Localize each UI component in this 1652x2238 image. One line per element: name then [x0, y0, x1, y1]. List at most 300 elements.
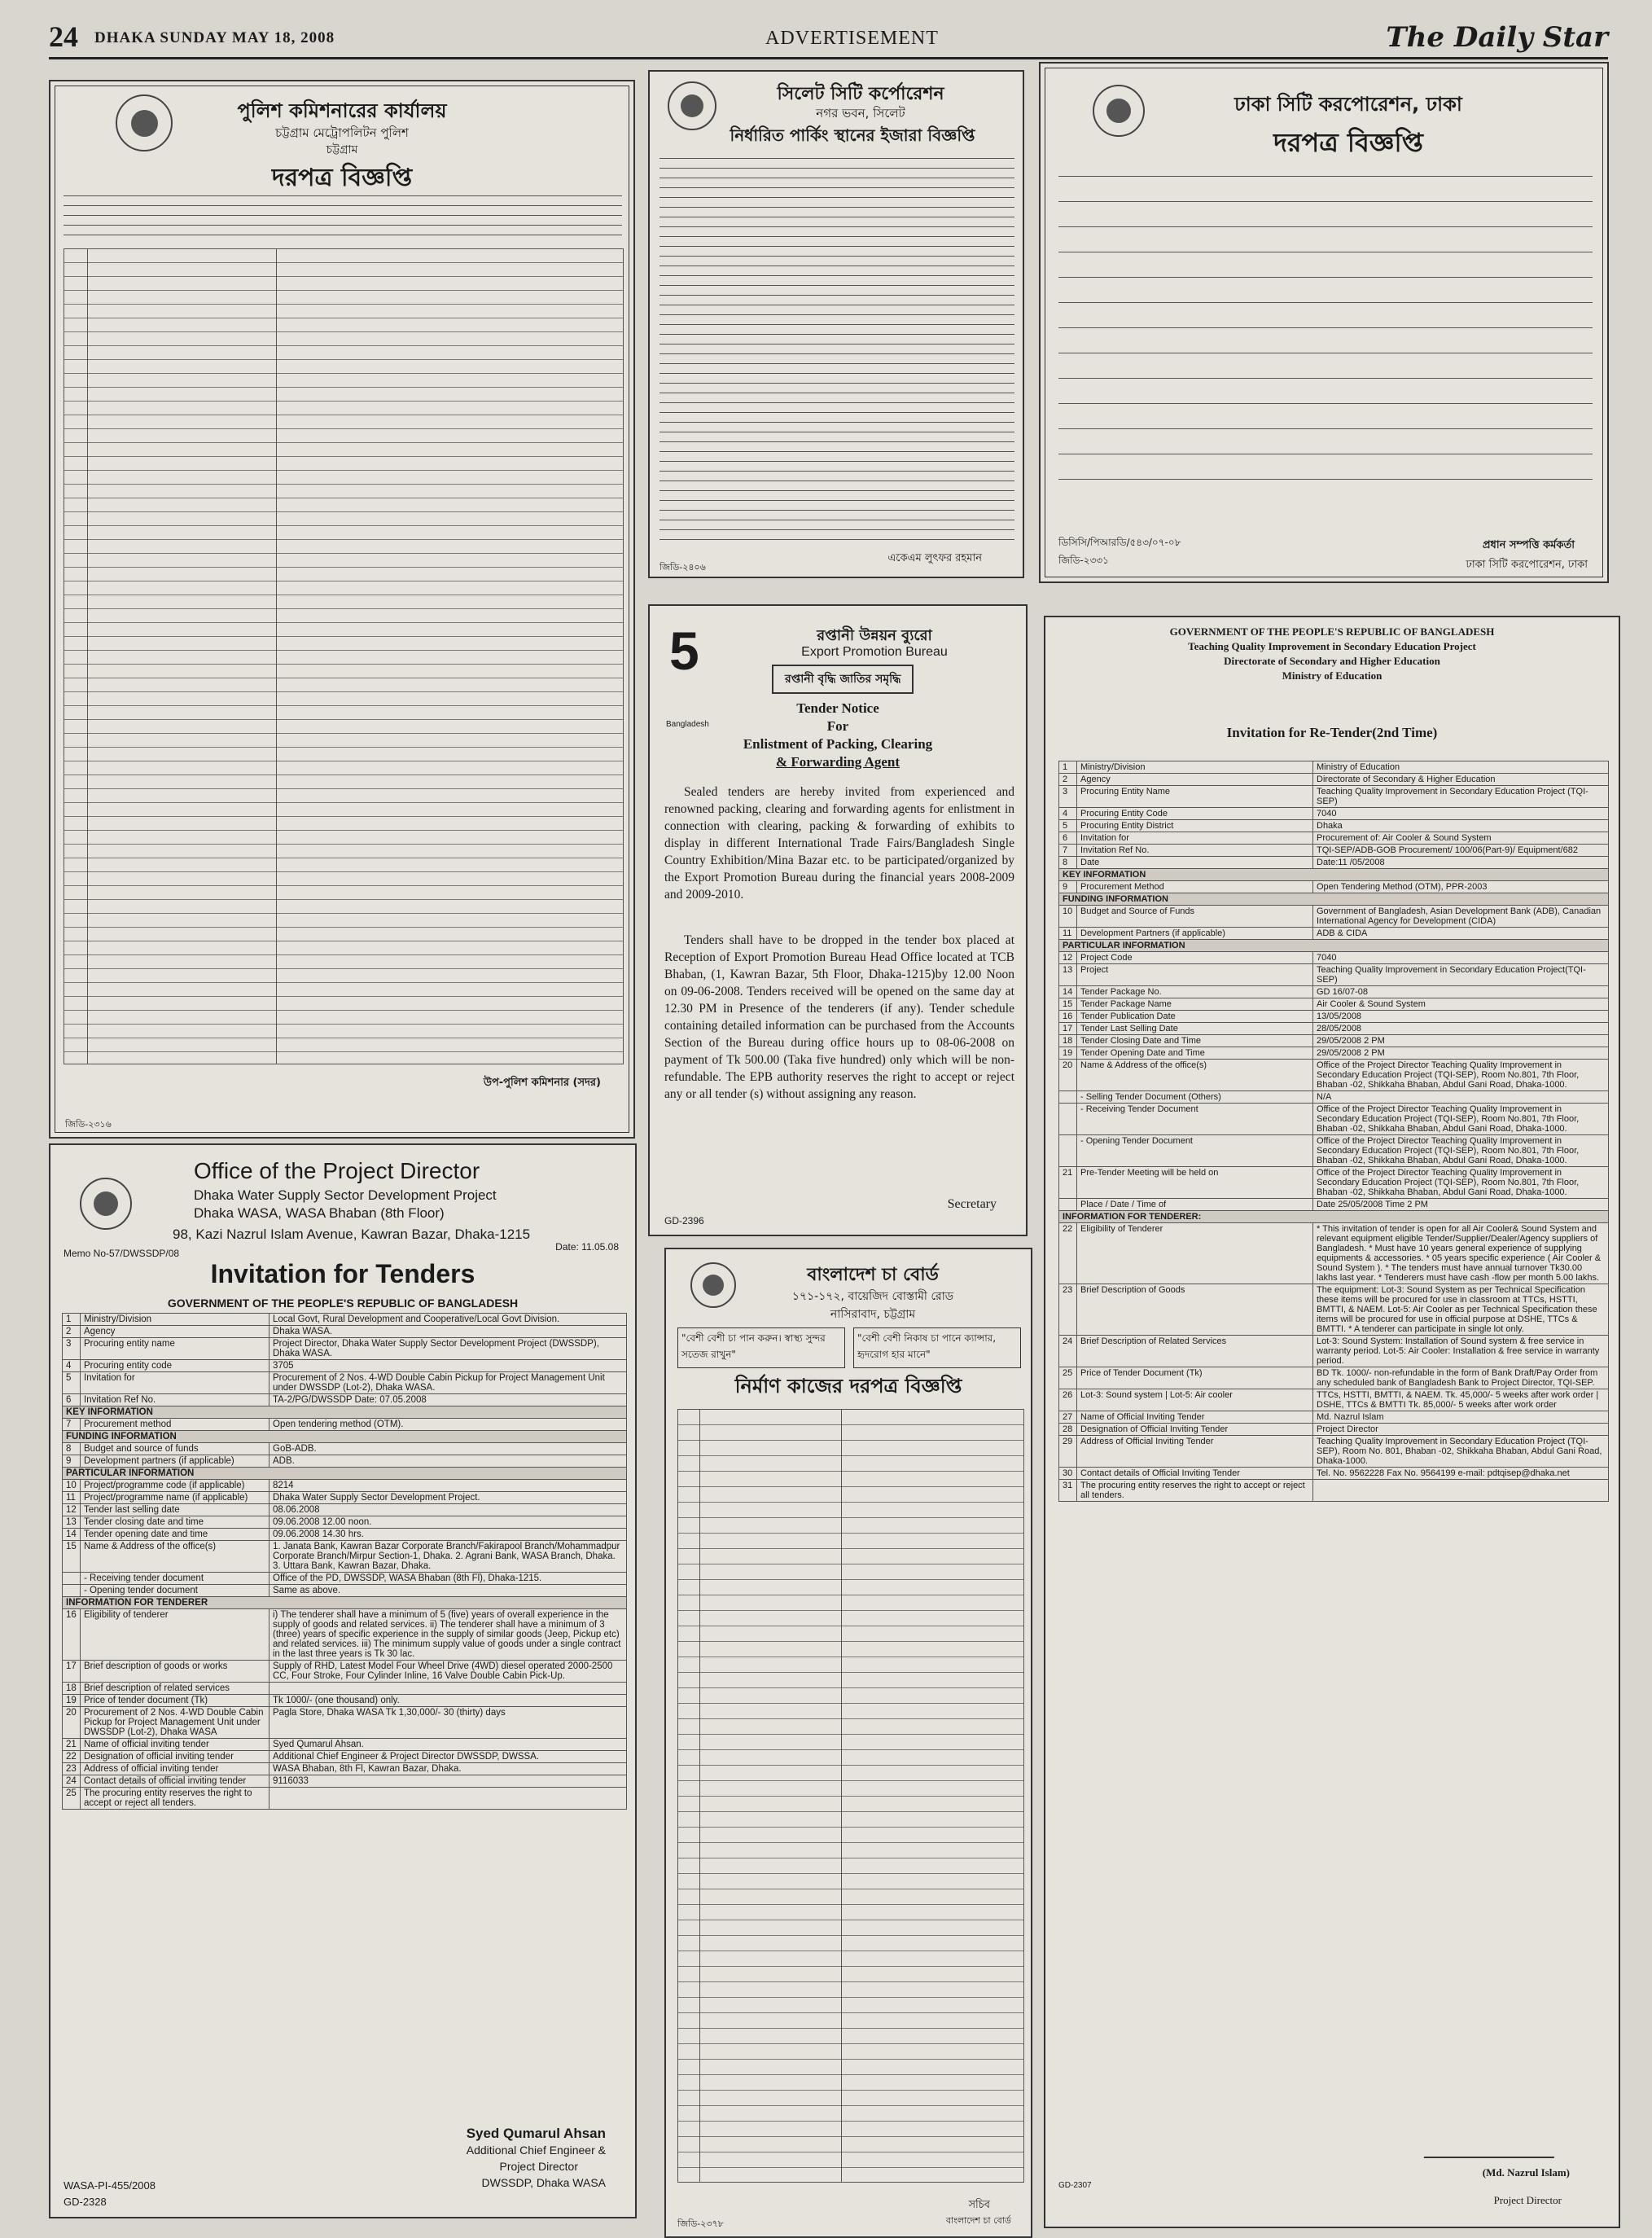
row-label: Procuring entity code	[81, 1360, 269, 1372]
row-number: 4	[63, 1360, 81, 1372]
row-label: Brief description of goods or works	[81, 1661, 269, 1683]
row-value: Ministry of Education	[1313, 761, 1609, 774]
table-row	[63, 1695, 627, 1707]
row-value: Office of the Project Director Teaching Quality Improvement in Secondary Education Project (TQI-SEP), Room No.801, 7th Floor, Bhaban -02, Shikkaha Bhaban, Abdul Gani Road, Dhaka-1000.	[1313, 1135, 1609, 1167]
row-value: * This invitation of tender is open for all Air Cooler& Sound System and relevant equipment eligible Tender/Supplier/Dealer/Agency suppliers of Bangladesh. * Must have 10 years general experience of supplying equipments & accessories. * 05 years specific experience ( Air Cooler & Sound System ). * The tenders must have annual turnover Tk30.00 lakhs last year. * Tenderers must have cash -flow per month 5.00 lakhs.	[1313, 1223, 1609, 1284]
row-value	[1313, 1480, 1609, 1502]
table-row	[1059, 774, 1609, 786]
table-row	[1059, 1389, 1609, 1411]
table-row	[1059, 928, 1609, 940]
tea-table	[677, 1409, 1024, 2183]
table-row	[1059, 1060, 1609, 1091]
row-label: - Receiving tender document	[81, 1573, 269, 1585]
row-value: Local Govt, Rural Development and Cooperative/Local Govt Division.	[269, 1314, 627, 1326]
row-label: Place / Date / Time of	[1077, 1199, 1313, 1211]
row-label: Ministry/Division	[1077, 761, 1313, 774]
row-label: Development Partners (if applicable)	[1077, 928, 1313, 940]
row-value: Project Director, Dhaka Water Supply Sector Development Project (DWSSDP), Dhaka WASA.	[269, 1338, 627, 1360]
row-label: Invitation for	[81, 1372, 269, 1394]
wasa-line3: 98, Kazi Nazrul Islam Avenue, Kawran Bazar, Dhaka-1215	[173, 1227, 531, 1242]
row-label: Tender Opening Date and Time	[1077, 1047, 1313, 1060]
table-row	[63, 1541, 627, 1573]
row-label: Address of official inviting tender	[81, 1763, 269, 1775]
wasa-signer3: Project Director	[499, 2160, 578, 2173]
row-number: 20	[63, 1707, 81, 1739]
row-label: Pre-Tender Meeting will be held on	[1077, 1167, 1313, 1199]
row-label: Project	[1077, 964, 1313, 986]
row-label: Procuring Entity Name	[1077, 786, 1313, 808]
police-intro-text	[64, 195, 622, 244]
table-row	[1059, 906, 1609, 928]
table-row	[63, 1455, 627, 1468]
wasa-heading: Invitation for Tenders	[210, 1259, 475, 1288]
row-number: 23	[1059, 1284, 1077, 1336]
row-number: 3	[1059, 786, 1077, 808]
wasa-code: GD-2328	[64, 2196, 107, 2208]
row-number: 29	[1059, 1436, 1077, 1468]
police-sub1: চট্টগ্রাম মেট্রোপলিটন পুলিশ	[275, 125, 409, 140]
row-value: Teaching Quality Improvement in Secondary Education Project (TQI-SEP), Room No. 801, Bhaban -02, Shikkaha Bhaban, Abdul Gani Road, Dhaka-1000.	[1313, 1436, 1609, 1468]
table-row	[63, 1661, 627, 1683]
row-value: BD Tk. 1000/- non-refundable in the form of Bank Draft/Pay Order from any scheduled bank of Bangladesh Bank to Project Director, TQI-SEP.	[1313, 1367, 1609, 1389]
row-number	[1059, 1091, 1077, 1104]
row-label: Designation of Official Inviting Tender	[1077, 1424, 1313, 1436]
epb-logo: 5	[669, 621, 699, 681]
row-value: Teaching Quality Improvement in Secondary Education Project(TQI-SEP)	[1313, 964, 1609, 986]
row-label: - Opening Tender Document	[1077, 1135, 1313, 1167]
row-number: 11	[1059, 928, 1077, 940]
row-value: Syed Qumarul Ahsan.	[269, 1739, 627, 1751]
row-value: TTCs, HSTTI, BMTTI, & NAEM. Tk. 45,000/- 5 weeks after work order | DSHE, TTCs & BMTTI Tk. 85,000/- 5 weeks after work order	[1313, 1389, 1609, 1411]
dcc-ref: ডিসিসি/পিআরডি/৫৪৩/০৭-০৮	[1058, 537, 1181, 548]
row-label: Designation of official inviting tender	[81, 1751, 269, 1763]
tqisep-gov: GOVERNMENT OF THE PEOPLE'S REPUBLIC OF BANGLADESH	[1169, 625, 1495, 638]
table-row	[1059, 952, 1609, 964]
row-value: Supply of RHD, Latest Model Four Wheel Drive (4WD) diesel operated 2000-2500 CC, Four Stroke, Four Cylinder Inline, 16 Valve Double Cabin Pick-Up.	[269, 1661, 627, 1683]
police-title: দরপত্র বিজ্ঞপ্তি	[271, 164, 413, 192]
row-value: Dhaka WASA.	[269, 1326, 627, 1338]
table-row	[1059, 1284, 1609, 1336]
table-row	[63, 1480, 627, 1492]
epb-tender-ad	[648, 604, 1028, 1236]
row-label: Tender last selling date	[81, 1504, 269, 1516]
row-value: Md. Nazrul Islam	[1313, 1411, 1609, 1424]
epb-subject: Enlistment of Packing, Clearing	[743, 736, 933, 752]
row-label: Development partners (if applicable)	[81, 1455, 269, 1468]
row-value: 3705	[269, 1360, 627, 1372]
row-value: Procurement of: Air Cooler & Sound System	[1313, 832, 1609, 845]
wasa-sec-particular: PARTICULAR INFORMATION	[63, 1468, 627, 1480]
row-value: Directorate of Secondary & Higher Education	[1313, 774, 1609, 786]
table-row	[1059, 1199, 1609, 1211]
row-label: Address of Official Inviting Tender	[1077, 1436, 1313, 1468]
epb-slogan: রপ্তানী বৃদ্ধি জাতির সমৃদ্ধি	[772, 665, 914, 694]
row-value: Dhaka	[1313, 820, 1609, 832]
row-number: 7	[1059, 845, 1077, 857]
row-label: Tender Package Name	[1077, 998, 1313, 1011]
row-number: 26	[1059, 1389, 1077, 1411]
row-label: Tender Package No.	[1077, 986, 1313, 998]
row-value: 1. Janata Bank, Kawran Bazar Corporate Branch/Fakirapool Branch/Mohammadpur Corporate Branch/Mirpur Section-1, Dhaka. 2. Agrani Bank, WASA Branch, Dhaka. 3. Uttara Bank, Kawran Bazar, Dhaka.	[269, 1541, 627, 1573]
row-value: Teaching Quality Improvement in Secondary Education Project (TQI-SEP)	[1313, 786, 1609, 808]
row-number: 17	[63, 1661, 81, 1683]
row-number: 9	[1059, 881, 1077, 893]
row-label: Agency	[81, 1326, 269, 1338]
row-label: Price of Tender Document (Tk)	[1077, 1367, 1313, 1389]
table-row	[63, 1492, 627, 1504]
row-value: TA-2/PG/DWSSDP Date: 07.05.2008	[269, 1394, 627, 1406]
table-row	[63, 1788, 627, 1810]
row-value: Procurement of 2 Nos. 4-WD Double Cabin Pickup for Project Management Unit under DWSSDP (Lot-2), Dhaka WASA.	[269, 1372, 627, 1394]
row-number: 14	[63, 1529, 81, 1541]
dcc-tender-ad	[1039, 62, 1609, 583]
row-number: 12	[63, 1504, 81, 1516]
row-label: Invitation Ref No.	[1077, 845, 1313, 857]
row-number: 10	[63, 1480, 81, 1492]
row-value: 08.06.2008	[269, 1504, 627, 1516]
table-row	[63, 1516, 627, 1529]
row-label: Procurement method	[81, 1419, 269, 1431]
row-value: Office of the Project Director Teaching Quality Improvement in Secondary Education Project (TQI-SEP), Room No.801, 7th Floor, Bhaban -02, Shikkaha Bhaban, Abdul Gani Road, Dhaka-1000.	[1313, 1060, 1609, 1091]
row-number: 2	[63, 1326, 81, 1338]
row-number	[1059, 1199, 1077, 1211]
table-row	[63, 1529, 627, 1541]
dcc-signer2: ঢাকা সিটি করপোরেশন, ঢাকা	[1466, 559, 1588, 571]
epb-for: For	[826, 718, 849, 734]
row-number: 24	[63, 1775, 81, 1788]
row-value: Additional Chief Engineer & Project Director DWSSDP, DWSSA.	[269, 1751, 627, 1763]
row-value: 28/05/2008	[1313, 1023, 1609, 1035]
row-label: Eligibility of tenderer	[81, 1609, 269, 1661]
tqisep-sec-key: KEY INFORMATION	[1059, 869, 1609, 881]
row-number: 16	[63, 1609, 81, 1661]
tqisep-signer2: Project Director	[1493, 2194, 1562, 2206]
row-number: 18	[63, 1683, 81, 1695]
row-number: 7	[63, 1419, 81, 1431]
table-row	[1059, 808, 1609, 820]
row-label: Name of Official Inviting Tender	[1077, 1411, 1313, 1424]
table-row	[1059, 1035, 1609, 1047]
dcc-signer: প্রধান সম্পত্তি কর্মকর্তা	[1482, 539, 1575, 551]
table-row	[63, 1775, 627, 1788]
row-value: ADB & CIDA	[1313, 928, 1609, 940]
table-row	[63, 1360, 627, 1372]
row-number	[1059, 1135, 1077, 1167]
epb-subject2: & Forwarding Agent	[775, 754, 900, 770]
row-number: 21	[63, 1739, 81, 1751]
row-label: Tender Publication Date	[1077, 1011, 1313, 1023]
row-number: 12	[1059, 952, 1077, 964]
row-value: Air Cooler & Sound System	[1313, 998, 1609, 1011]
table-row	[63, 1683, 627, 1695]
tqisep-sec-funding: FUNDING INFORMATION	[1059, 893, 1609, 906]
row-value: Pagla Store, Dhaka WASA Tk 1,30,000/- 30 (thirty) days	[269, 1707, 627, 1739]
row-label: Procuring Entity District	[1077, 820, 1313, 832]
row-label: The procuring entity reserves the right to accept or reject all tenders.	[1077, 1480, 1313, 1502]
police-org: পুলিশ কমিশনারের কার্যালয়	[237, 99, 447, 122]
tqisep-signature-image	[1424, 2116, 1570, 2158]
police-sub2: চট্টগ্রাম	[326, 143, 358, 156]
row-number: 25	[63, 1788, 81, 1810]
wasa-tender-ad	[49, 1143, 637, 2218]
row-value: 8214	[269, 1480, 627, 1492]
table-row	[1059, 820, 1609, 832]
epb-paragraph-1: Sealed tenders are hereby invited from experienced and renowned packing, clearing and forwarding agents for enlistment in connection with clearing, packing & forwarding of exhibits to display in different International Trade Fairs/Bangladesh Single Country Exhibition/Mina Bazar etc. to be participated/organized by the Export Promotion Bureau during the financial years 2008-2009 and 2009-2010.	[664, 785, 1014, 902]
tea-signer2: বাংলাদেশ চা বোর্ড	[945, 2215, 1011, 2226]
row-value: Lot-3: Sound System: Installation of Sound system & free service in warranty period. Lot-5: Air Cooler: Installation & free service in warranty period.	[1313, 1336, 1609, 1367]
row-number: 24	[1059, 1336, 1077, 1367]
row-number: 1	[63, 1314, 81, 1326]
row-number: 21	[1059, 1167, 1077, 1199]
wasa-signer: Syed Qumarul Ahsan	[466, 2126, 606, 2141]
row-value: 7040	[1313, 808, 1609, 820]
row-value	[269, 1683, 627, 1695]
row-label: Project/programme code (if applicable)	[81, 1480, 269, 1492]
row-value: 29/05/2008 2 PM	[1313, 1035, 1609, 1047]
row-number: 19	[1059, 1047, 1077, 1060]
row-value: 09.06.2008 14.30 hrs.	[269, 1529, 627, 1541]
table-row	[63, 1394, 627, 1406]
sylhet-code: জিডি-২৪০৬	[659, 562, 706, 573]
table-row	[63, 1372, 627, 1394]
row-number: 20	[1059, 1060, 1077, 1091]
table-row	[63, 1707, 627, 1739]
table-row	[1059, 1336, 1609, 1367]
wasa-sec-funding: FUNDING INFORMATION	[63, 1431, 627, 1443]
row-number: 8	[1059, 857, 1077, 869]
tea-org: বাংলাদেশ চা বোর্ড	[807, 1265, 939, 1285]
table-row	[1059, 986, 1609, 998]
row-value: Date:11 /05/2008	[1313, 857, 1609, 869]
row-number	[63, 1585, 81, 1597]
wasa-line1: Dhaka Water Supply Sector Development Project	[194, 1187, 497, 1203]
row-value: Office of the PD, DWSSDP, WASA Bhaban (8th Fl), Dhaka-1215.	[269, 1573, 627, 1585]
row-label: Procuring Entity Code	[1077, 808, 1313, 820]
wasa-sec-key: KEY INFORMATION	[63, 1406, 627, 1419]
table-row	[1059, 1223, 1609, 1284]
date-line: DHAKA SUNDAY MAY 18, 2008	[94, 29, 335, 46]
wasa-sec-tenderer: INFORMATION FOR TENDERER	[63, 1597, 627, 1609]
row-label: - Opening tender document	[81, 1585, 269, 1597]
row-label: Procurement of 2 Nos. 4-WD Double Cabin Pickup for Project Management Unit under DWSSDP (Lot-2), Dhaka WASA	[81, 1707, 269, 1739]
sylhet-sub: নগর ভবন, সিলেট	[816, 106, 905, 121]
row-number: 25	[1059, 1367, 1077, 1389]
tea-signer: সচিব	[968, 2199, 990, 2211]
dcc-code: জিডি-২৩৩১	[1058, 555, 1109, 566]
table-row	[1059, 1104, 1609, 1135]
row-label: Project/programme name (if applicable)	[81, 1492, 269, 1504]
table-row	[1059, 845, 1609, 857]
tqisep-line1: Teaching Quality Improvement in Secondary Education Project	[1188, 640, 1476, 652]
row-label: Tender Closing Date and Time	[1077, 1035, 1313, 1047]
wasa-table	[62, 1313, 627, 1810]
tqisep-table	[1058, 761, 1609, 1502]
table-row	[1059, 1167, 1609, 1199]
row-value: 7040	[1313, 952, 1609, 964]
row-label: The procuring entity reserves the right to accept or reject all tenders.	[81, 1788, 269, 1810]
tea-slogan-1: "বেশী বেশী চা পান করুন। স্বাস্থ্য সুন্দর সতেজ রাখুন"	[677, 1327, 845, 1368]
row-number: 15	[1059, 998, 1077, 1011]
row-number: 31	[1059, 1480, 1077, 1502]
table-row	[63, 1609, 627, 1661]
table-row	[1059, 1424, 1609, 1436]
table-row	[1059, 857, 1609, 869]
row-number: 19	[63, 1695, 81, 1707]
wasa-signer2: Additional Chief Engineer &	[466, 2144, 606, 2157]
newspaper-header	[49, 20, 1608, 59]
tqisep-heading: Invitation for Re-Tender(2nd Time)	[1226, 725, 1438, 740]
row-number: 6	[63, 1394, 81, 1406]
row-number: 22	[1059, 1223, 1077, 1284]
row-label: Name of official inviting tender	[81, 1739, 269, 1751]
row-number: 30	[1059, 1468, 1077, 1480]
table-row	[1059, 998, 1609, 1011]
row-label: Eligibility of Tenderer	[1077, 1223, 1313, 1284]
row-value: 29/05/2008 2 PM	[1313, 1047, 1609, 1060]
row-value: Open Tendering Method (OTM), PPR-2003	[1313, 881, 1609, 893]
table-row	[1059, 1411, 1609, 1424]
row-value	[269, 1788, 627, 1810]
row-value: Date 25/05/2008 Time 2 PM	[1313, 1199, 1609, 1211]
row-value: GD 16/07-08	[1313, 986, 1609, 998]
row-number: 27	[1059, 1411, 1077, 1424]
row-number: 9	[63, 1455, 81, 1468]
row-number: 6	[1059, 832, 1077, 845]
page-number: 24	[49, 20, 78, 53]
table-row	[1059, 1023, 1609, 1035]
row-value: Government of Bangladesh, Asian Development Bank (ADB), Canadian International Agency for Development (CIDA)	[1313, 906, 1609, 928]
row-value: Dhaka Water Supply Sector Development Project.	[269, 1492, 627, 1504]
row-value: TQI-SEP/ADB-GOB Procurement/ 100/06(Part-9)/ Equipment/682	[1313, 845, 1609, 857]
wasa-gov: GOVERNMENT OF THE PEOPLE'S REPUBLIC OF BANGLADESH	[167, 1297, 519, 1310]
table-row	[63, 1585, 627, 1597]
wasa-title: Office of the Project Director	[194, 1158, 480, 1183]
row-label: Project Code	[1077, 952, 1313, 964]
epb-org-en: Export Promotion Bureau	[801, 645, 948, 659]
row-label: Budget and source of funds	[81, 1443, 269, 1455]
row-label: Lot-3: Sound system | Lot-5: Air cooler	[1077, 1389, 1313, 1411]
row-value: Office of the Project Director Teaching Quality Improvement in Secondary Education Project (TQI-SEP), Room No.801, 7th Floor, Bhaban -02, Shikkaha Bhaban, Abdul Gani Road, Dhaka-1000.	[1313, 1167, 1609, 1199]
row-label: Tender Last Selling Date	[1077, 1023, 1313, 1035]
wasa-ref: WASA-PI-455/2008	[64, 2179, 156, 2192]
row-value: GoB-ADB.	[269, 1443, 627, 1455]
row-value: The equipment: Lot-3: Sound System as per Technical Specification these items will be procured for use in classroom at TTCs, HSTTI, BMTTI, & NAEM. Lot-5: Air Cooler as per Technical Specification these items will be procured for use in official purpose at DSHE, TTCs & BMTTI. * A tenderer can participate in single lot only.	[1313, 1284, 1609, 1336]
row-value: Open tendering method (OTM).	[269, 1419, 627, 1431]
row-number: 23	[63, 1763, 81, 1775]
row-number: 17	[1059, 1023, 1077, 1035]
row-value: N/A	[1313, 1091, 1609, 1104]
row-value: ADB.	[269, 1455, 627, 1468]
row-value: Tel. No. 9562228 Fax No. 9564199 e-mail: pdtqisep@dhaka.net	[1313, 1468, 1609, 1480]
table-row	[1059, 1091, 1609, 1104]
tea-board-tender-ad	[664, 1248, 1032, 2238]
row-number: 14	[1059, 986, 1077, 998]
table-row	[1059, 881, 1609, 893]
epb-signer: Secretary	[947, 1197, 997, 1211]
row-number: 22	[63, 1751, 81, 1763]
police-tender-ad	[49, 80, 635, 1139]
row-label: Tender closing date and time	[81, 1516, 269, 1529]
row-label: Name & Address of the office(s)	[1077, 1060, 1313, 1091]
tea-code: জিডি-২৩৭৮	[677, 2218, 724, 2229]
tqisep-sec-tenderer: INFORMATION FOR TENDERER:	[1059, 1211, 1609, 1223]
sylhet-title: নির্ধারিত পার্কিং স্থানের ইজারা বিজ্ঞপ্তি	[730, 125, 975, 145]
wasa-memo: Memo No-57/DWSSDP/08	[64, 1248, 180, 1259]
row-number: 13	[1059, 964, 1077, 986]
wasa-signer4: DWSSDP, Dhaka WASA	[481, 2176, 606, 2189]
tqisep-line2: Directorate of Secondary and Higher Education	[1224, 655, 1440, 667]
sylhet-lease-ad	[648, 70, 1024, 578]
row-value: WASA Bhaban, 8th Fl, Kawran Bazar, Dhaka.	[269, 1763, 627, 1775]
row-label: - Selling Tender Document (Others)	[1077, 1091, 1313, 1104]
table-row	[63, 1504, 627, 1516]
epb-country: Bangladesh	[666, 720, 709, 729]
row-number: 18	[1059, 1035, 1077, 1047]
police-code: জিডি-২৩১৬	[65, 1119, 112, 1130]
row-value: 13/05/2008	[1313, 1011, 1609, 1023]
epb-code: GD-2396	[664, 1215, 704, 1227]
tea-addr2: নাসিরাবাদ, চট্টগ্রাম	[830, 1308, 916, 1321]
table-row	[1059, 1047, 1609, 1060]
tqisep-signer: (Md. Nazrul Islam)	[1482, 2166, 1570, 2179]
tea-title: নির্মাণ কাজের দরপত্র বিজ্ঞপ্তি	[734, 1375, 962, 1398]
police-table	[64, 248, 624, 1064]
row-label: Contact details of official inviting tender	[81, 1775, 269, 1788]
sylhet-body-text	[659, 158, 1014, 549]
epb-notice-title: Tender Notice	[796, 700, 879, 716]
row-label: Brief Description of Goods	[1077, 1284, 1313, 1336]
row-label: Date	[1077, 857, 1313, 869]
row-number: 16	[1059, 1011, 1077, 1023]
tqisep-line3: Ministry of Education	[1282, 669, 1383, 682]
row-label: Brief Description of Related Services	[1077, 1336, 1313, 1367]
row-number: 2	[1059, 774, 1077, 786]
table-row	[63, 1419, 627, 1431]
row-number: 3	[63, 1338, 81, 1360]
table-row	[63, 1573, 627, 1585]
table-row	[1059, 1011, 1609, 1023]
table-row	[1059, 786, 1609, 808]
sylhet-org: সিলেট সিটি কর্পোরেশন	[777, 84, 944, 104]
police-signer: উপ-পুলিশ কমিশনার (সদর)	[483, 1077, 601, 1089]
table-row	[1059, 1135, 1609, 1167]
dcc-org: ঢাকা সিটি করপোরেশন, ঢাকা	[1234, 93, 1462, 116]
epb-paragraph-2: Tenders shall have to be dropped in the tender box placed at Reception of Export Promotion Bureau Head Office located at TCB Bhaban, (1, Kawran Bazar, 5th Floor, Dhaka-1215)by 12.00 Noon on 09-06-2008. Tenders received will be opened on the same day at 12.30 PM in Presence of the tenderers (if any). Tender schedule containing detailed information can be purchased from the Accounts Section of the Bureau during office hours up to 08-06-2008 on payment of Tk 500.00 (Taka five hundred) only which will be non-refundable. The EPB authority reserves the right to accept or reject any or all tender (s) without assigning any reason.	[664, 933, 1014, 1101]
table-row	[1059, 1480, 1609, 1502]
table-row	[63, 1326, 627, 1338]
row-value: Same as above.	[269, 1585, 627, 1597]
row-value: Tk 1000/- (one thousand) only.	[269, 1695, 627, 1707]
row-label: - Receiving Tender Document	[1077, 1104, 1313, 1135]
wasa-line2: Dhaka WASA, WASA Bhaban (8th Floor)	[194, 1205, 445, 1221]
row-value: i) The tenderer shall have a minimum of 5 (five) years of overall experience in the supply of goods and related services. ii) The tenderer shall have a minimum of 3 (three) years of specific experience in the supply of similar goods (Jeep, Pickup etc) and related services. iii) The minimum supply value of goods under a single contract in the last three years is Tk 30 lac.	[269, 1609, 627, 1661]
row-value: 09.06.2008 12.00 noon.	[269, 1516, 627, 1529]
row-number	[63, 1573, 81, 1585]
tqisep-sec-particular: PARTICULAR INFORMATION	[1059, 940, 1609, 952]
tqisep-tender-ad	[1044, 616, 1620, 2228]
row-label: Contact details of Official Inviting Tender	[1077, 1468, 1313, 1480]
table-row	[1059, 1436, 1609, 1468]
table-row	[63, 1338, 627, 1360]
row-number: 8	[63, 1443, 81, 1455]
row-number: 13	[63, 1516, 81, 1529]
row-number: 15	[63, 1541, 81, 1573]
sylhet-signer: একেএম লুৎফর রহমান	[887, 552, 982, 564]
table-row	[1059, 761, 1609, 774]
wasa-date: Date: 11.05.08	[555, 1241, 619, 1253]
row-number: 5	[1059, 820, 1077, 832]
row-number: 1	[1059, 761, 1077, 774]
